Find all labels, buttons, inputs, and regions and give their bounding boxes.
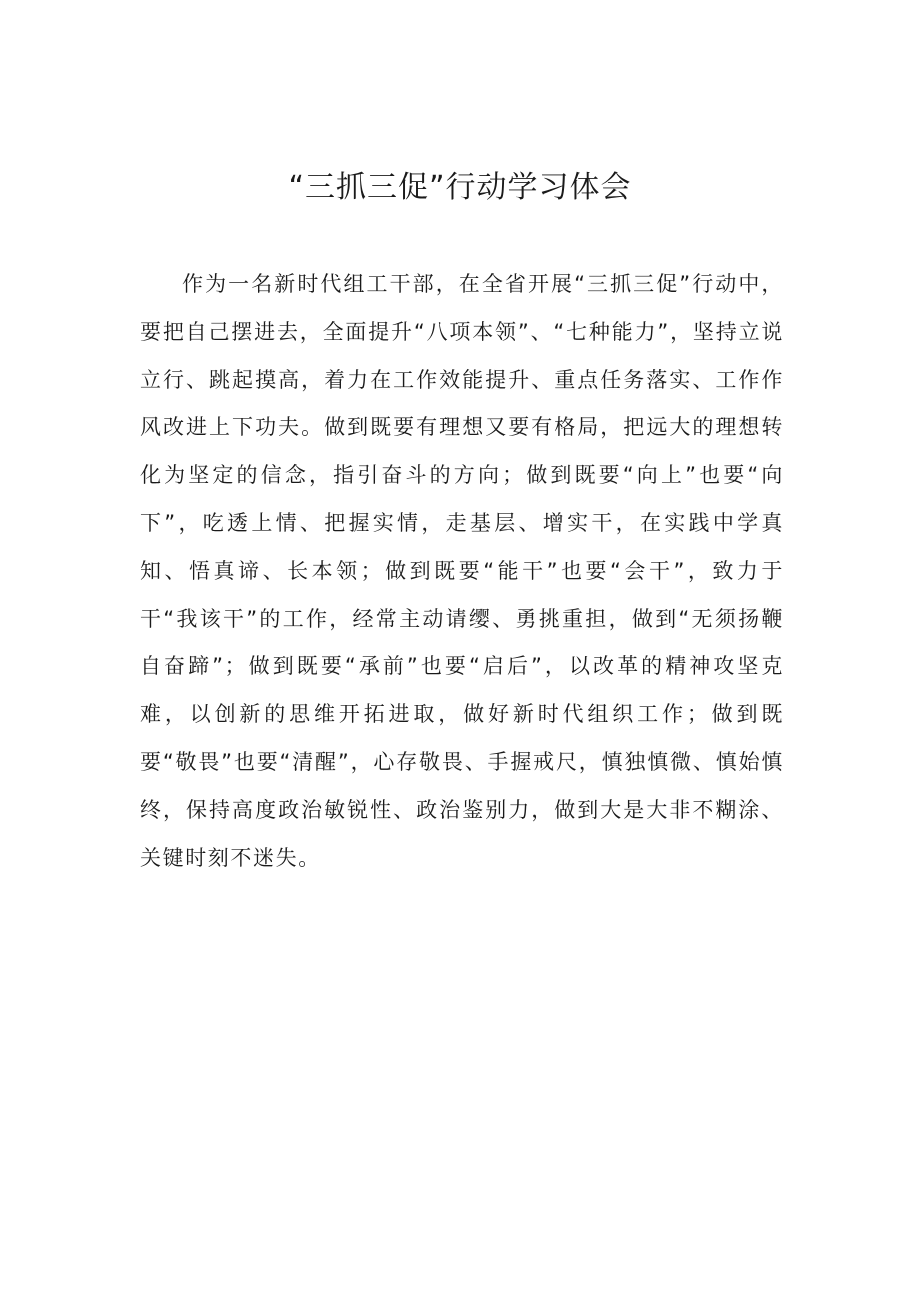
document-title: “三抓三促”行动学习体会 bbox=[288, 170, 632, 205]
document-body-paragraph: 作为一名新时代组工干部，在全省开展“三抓三促”行动中，要把自己摆进去，全面提升“八项本领”、“七种能力”，坚持立说立行、跳起摸高，着力在工作效能提升、重点任务落实、工作作风改进上下功夫。做到既要有理想又要有格局，把远大的理想转化为坚定的信念，指引奋斗的方向；做到既要“向上”也要“向下”，吃透上情、把握实情，走基层、增实干，在实践中学真知、悟真谛、长本领；做到既要“能干”也要“会干”，致力于干“我该干”的工作，经常主动请缨、勇挑重担，做到“无须扬鞭自奋蹄”；做到既要“承前”也要“启后”，以改革的精神攻坚克难，以创新的思维开拓进取，做好新时代组织工作；做到既要“敬畏”也要“清醒”，心存敬畏、手握戒尺，慎独慎微、慎始慎终，保持高度政治敏锐性、政治鉴别力，做到大是大非不糊涂、关键时刻不迷失。 bbox=[140, 272, 784, 870]
